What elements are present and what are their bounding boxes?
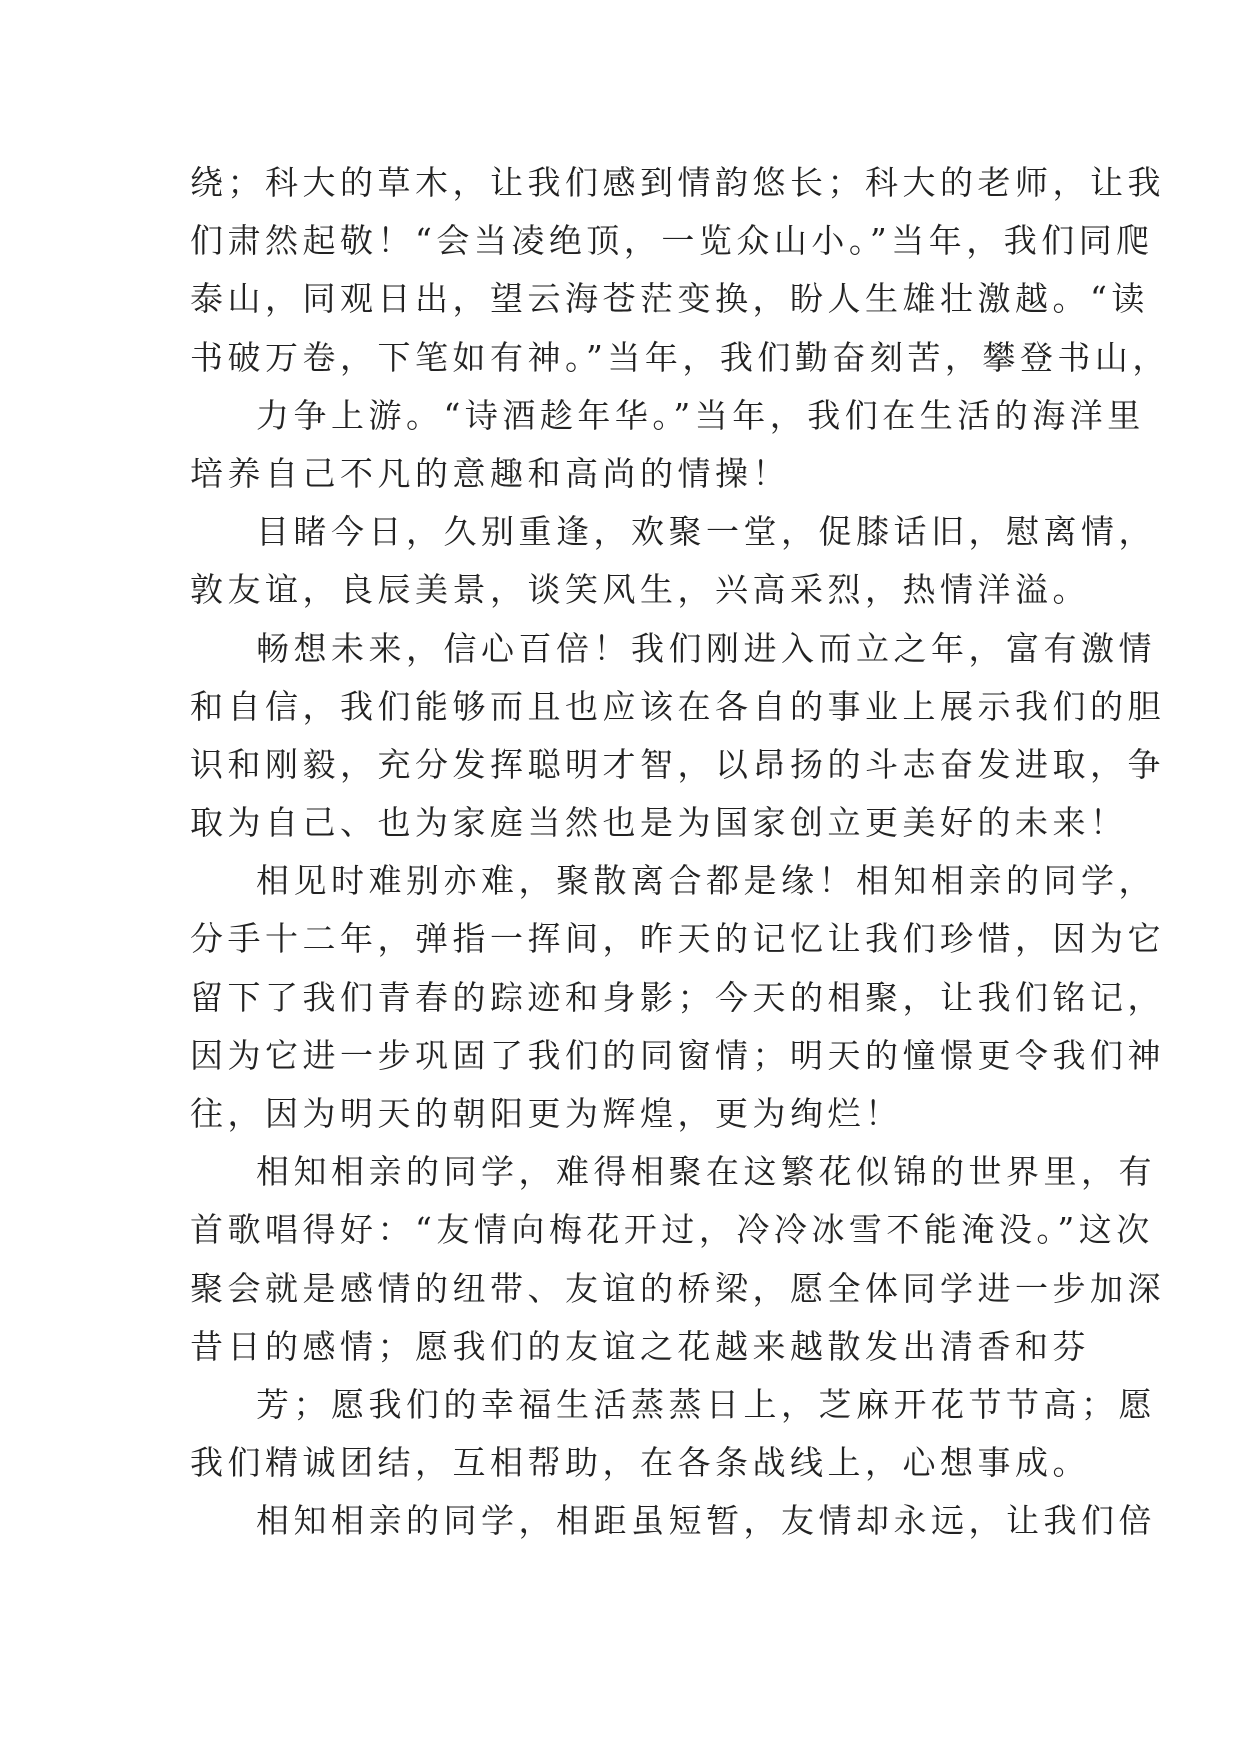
text-line: 昔日的感情；愿我们的友谊之花越来越散发出清香和芬 (190, 1326, 1090, 1366)
body-text (190, 154, 1170, 1551)
text-line: 敦友谊，良辰美景，谈笑风生，兴高采烈，热情洋溢。 (190, 570, 1090, 610)
text-line: 聚会就是感情的纽带、友谊的桥梁，愿全体同学进一步加深 (190, 1268, 1165, 1308)
paragraph-first-line: 芳；愿我们的幸福生活蒸蒸日上，芝麻开花节节高；愿 (256, 1384, 1156, 1424)
text-line: 取为自己、也为家庭当然也是为国家创立更美好的未来！ (190, 803, 1128, 843)
text-line: 留下了我们青春的踪迹和身影；今天的相聚，让我们铭记， (190, 977, 1165, 1017)
text-line: 首歌唱得好：“友情向梅花开过，冷冷冰雪不能淹没。”这次 (190, 1210, 1154, 1250)
paragraph-first-line: 目睹今日，久别重逢，欢聚一堂，促膝话旧，慰离情， (256, 512, 1156, 552)
text-line: 泰山，同观日出，望云海苍茫变换，盼人生雄壮激越。“读 (190, 279, 1149, 319)
text-line: 绕；科大的草木，让我们感到情韵悠长；科大的老师，让我 (190, 163, 1165, 202)
text-line: 因为它进一步巩固了我们的同窗情；明天的憧憬更令我们神 (190, 1035, 1165, 1075)
paragraph-first-line: 畅想未来，信心百倍！我们刚进入而立之年，富有激情 (256, 628, 1156, 668)
text-line: 往，因为明天的朝阳更为辉煌，更为绚烂！ (190, 1094, 903, 1133)
text-line: 们肃然起敬！“会当凌绝顶，一览众山小。”当年，我们同爬 (190, 221, 1154, 261)
paragraph-first-line: 力争上游。“诗酒趁年华。”当年，我们在生活的海洋里 (256, 395, 1145, 435)
text-line: 分手十二年，弹指一挥间，昨天的记忆让我们珍惜，因为它 (190, 919, 1165, 959)
text-line: 我们精诚团结，互相帮助，在各条战线上，心想事成。 (190, 1443, 1090, 1483)
text-line: 和自信，我们能够而且也应该在各自的事业上展示我们的胆 (190, 686, 1165, 726)
text-line: 培养自己不凡的意趣和高尚的情操！ (190, 453, 790, 493)
paragraph-first-line: 相知相亲的同学，相距虽短暂，友情却永远，让我们倍 (256, 1501, 1156, 1541)
text-line: 识和刚毅，充分发挥聪明才智，以昂扬的斗志奋发进取，争 (190, 744, 1165, 784)
paragraph-first-line: 相知相亲的同学，难得相聚在这繁花似锦的世界里，有 (256, 1152, 1156, 1192)
text-line: 书破万卷，下笔如有神。”当年，我们勤奋刻苦，攀登书山， (190, 337, 1170, 377)
paragraph-first-line: 相见时难别亦难，聚散离合都是缘！相知相亲的同学， (256, 861, 1156, 901)
